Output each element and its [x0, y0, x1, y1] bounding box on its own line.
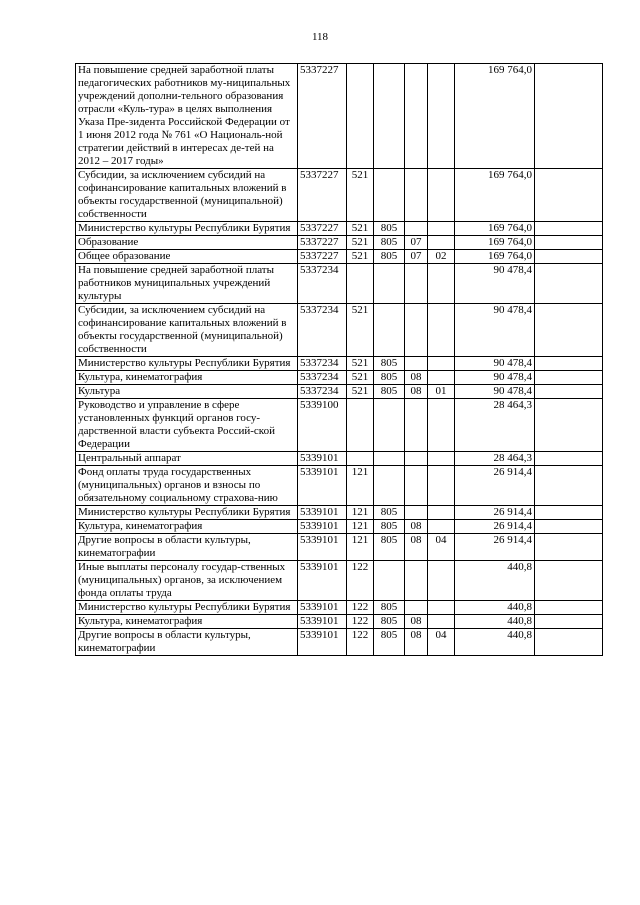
table-row [76, 601, 603, 615]
table-row [76, 534, 603, 561]
table-row [76, 399, 603, 452]
row-subsection: 01 [428, 385, 455, 399]
row-name: Министерство культуры Республики Бурятия [76, 506, 298, 520]
row-administrator [374, 264, 405, 304]
table-row [76, 357, 603, 371]
table-row [76, 264, 603, 304]
row-subsection [428, 561, 455, 601]
row-empty-cell [535, 357, 603, 371]
row-empty-cell [535, 169, 603, 222]
table-row [76, 452, 603, 466]
row-subsection [428, 357, 455, 371]
row-empty-cell [535, 222, 603, 236]
row-empty-cell [535, 250, 603, 264]
row-section: 08 [405, 629, 428, 656]
row-amount: 169 764,0 [455, 250, 535, 264]
row-amount: 440,8 [455, 615, 535, 629]
row-empty-cell [535, 399, 603, 452]
row-section [405, 466, 428, 506]
row-section [405, 64, 428, 169]
row-subsection: 04 [428, 534, 455, 561]
row-target-code: 5339101 [298, 629, 347, 656]
row-target-code: 5339101 [298, 534, 347, 561]
row-empty-cell [535, 466, 603, 506]
row-expense-type: 521 [347, 385, 374, 399]
row-expense-type: 122 [347, 615, 374, 629]
row-target-code: 5337227 [298, 64, 347, 169]
row-target-code: 5337234 [298, 357, 347, 371]
row-administrator: 805 [374, 534, 405, 561]
row-administrator: 805 [374, 385, 405, 399]
row-name: Фонд оплаты труда государственных (муниципальных) органов и взносы по обязательному социальному страхова-нию [76, 466, 298, 506]
row-target-code: 5339101 [298, 452, 347, 466]
row-name: На повышение средней заработной платы работников муниципальных учреждений культуры [76, 264, 298, 304]
row-target-code: 5337234 [298, 371, 347, 385]
row-section [405, 506, 428, 520]
row-administrator [374, 304, 405, 357]
row-amount: 440,8 [455, 561, 535, 601]
table-row [76, 371, 603, 385]
row-administrator [374, 452, 405, 466]
row-administrator: 805 [374, 250, 405, 264]
row-amount: 90 478,4 [455, 264, 535, 304]
row-subsection [428, 64, 455, 169]
row-empty-cell [535, 615, 603, 629]
row-name: Культура [76, 385, 298, 399]
row-administrator: 805 [374, 615, 405, 629]
row-empty-cell [535, 506, 603, 520]
row-amount: 90 478,4 [455, 357, 535, 371]
row-empty-cell [535, 601, 603, 615]
row-section [405, 601, 428, 615]
table-body [76, 64, 603, 656]
row-amount: 169 764,0 [455, 64, 535, 169]
row-target-code: 5339101 [298, 561, 347, 601]
row-administrator: 805 [374, 371, 405, 385]
row-section: 07 [405, 236, 428, 250]
row-amount: 26 914,4 [455, 534, 535, 561]
row-subsection [428, 304, 455, 357]
row-empty-cell [535, 236, 603, 250]
row-expense-type [347, 452, 374, 466]
row-empty-cell [535, 385, 603, 399]
row-administrator: 805 [374, 520, 405, 534]
row-empty-cell [535, 534, 603, 561]
row-section: 08 [405, 371, 428, 385]
row-subsection [428, 452, 455, 466]
row-section [405, 222, 428, 236]
row-subsection: 04 [428, 629, 455, 656]
row-target-code: 5337234 [298, 304, 347, 357]
row-name: Министерство культуры Республики Бурятия [76, 601, 298, 615]
table-row [76, 236, 603, 250]
row-name: Культура, кинематография [76, 615, 298, 629]
row-target-code: 5339101 [298, 506, 347, 520]
row-name: Руководство и управление в сфере установленных функций органов госу-дарственной власти субъекта Россий-ской Федерации [76, 399, 298, 452]
row-section [405, 561, 428, 601]
row-name: Субсидии, за исключением субсидий на софинансирование капитальных вложений в объекты государственной (муниципальной) собственности [76, 169, 298, 222]
table-row [76, 506, 603, 520]
row-subsection [428, 520, 455, 534]
row-subsection [428, 601, 455, 615]
page-number: 118 [311, 31, 329, 43]
row-name: Другие вопросы в области культуры, кинематографии [76, 534, 298, 561]
row-empty-cell [535, 264, 603, 304]
row-amount: 169 764,0 [455, 236, 535, 250]
row-empty-cell [535, 304, 603, 357]
row-subsection: 02 [428, 250, 455, 264]
row-name: На повышение средней заработной платы педагогических работников му-ниципальных учреждений дополни-тельного образования отрасли «Куль-тура» в целях выполнения Указа Пре-зидента Российской Федерации от 1 июня 2012 года № 761 «О Националь-ной стратегии действий в интересах де-тей на 2012 – 2017 годы» [76, 64, 298, 169]
row-administrator [374, 399, 405, 452]
row-expense-type: 121 [347, 466, 374, 506]
row-section: 08 [405, 534, 428, 561]
row-target-code: 5339101 [298, 615, 347, 629]
row-target-code: 5337227 [298, 250, 347, 264]
row-expense-type: 121 [347, 534, 374, 561]
row-expense-type [347, 399, 374, 452]
table-row [76, 64, 603, 169]
table-row [76, 561, 603, 601]
row-subsection [428, 371, 455, 385]
table-row [76, 169, 603, 222]
row-target-code: 5337227 [298, 222, 347, 236]
row-subsection [428, 615, 455, 629]
row-expense-type: 122 [347, 561, 374, 601]
row-empty-cell [535, 629, 603, 656]
row-subsection [428, 466, 455, 506]
row-expense-type: 122 [347, 601, 374, 615]
row-name: Образование [76, 236, 298, 250]
row-amount: 26 914,4 [455, 520, 535, 534]
row-administrator [374, 561, 405, 601]
row-amount: 90 478,4 [455, 304, 535, 357]
row-subsection [428, 506, 455, 520]
row-target-code: 5339100 [298, 399, 347, 452]
row-amount: 26 914,4 [455, 506, 535, 520]
row-empty-cell [535, 452, 603, 466]
row-administrator: 805 [374, 236, 405, 250]
row-section [405, 357, 428, 371]
row-expense-type [347, 64, 374, 169]
row-target-code: 5337227 [298, 169, 347, 222]
row-expense-type: 121 [347, 520, 374, 534]
row-name: Другие вопросы в области культуры, кинематографии [76, 629, 298, 656]
row-name: Субсидии, за исключением субсидий на софинансирование капитальных вложений в объекты государственной (муниципальной) собственности [76, 304, 298, 357]
row-administrator: 805 [374, 601, 405, 615]
row-section: 08 [405, 520, 428, 534]
row-amount: 90 478,4 [455, 371, 535, 385]
row-section [405, 169, 428, 222]
row-amount: 90 478,4 [455, 385, 535, 399]
table-row [76, 629, 603, 656]
row-expense-type [347, 264, 374, 304]
row-name: Иные выплаты персоналу государ-ственных (муниципальных) органов, за исключением фонда оплаты труда [76, 561, 298, 601]
table-row [76, 615, 603, 629]
row-target-code: 5337227 [298, 236, 347, 250]
row-name: Министерство культуры Республики Бурятия [76, 357, 298, 371]
row-administrator: 805 [374, 357, 405, 371]
row-subsection [428, 236, 455, 250]
table-row [76, 520, 603, 534]
row-name: Общее образование [76, 250, 298, 264]
row-target-code: 5339101 [298, 520, 347, 534]
row-empty-cell [535, 371, 603, 385]
row-administrator: 805 [374, 506, 405, 520]
budget-table [75, 63, 603, 656]
row-target-code: 5339101 [298, 601, 347, 615]
row-expense-type: 521 [347, 169, 374, 222]
row-expense-type: 521 [347, 236, 374, 250]
row-amount: 169 764,0 [455, 222, 535, 236]
row-name: Культура, кинематография [76, 520, 298, 534]
table-row [76, 466, 603, 506]
row-section: 07 [405, 250, 428, 264]
row-amount: 28 464,3 [455, 452, 535, 466]
row-expense-type: 521 [347, 250, 374, 264]
row-amount: 28 464,3 [455, 399, 535, 452]
row-expense-type: 521 [347, 304, 374, 357]
row-amount: 169 764,0 [455, 169, 535, 222]
row-expense-type: 521 [347, 371, 374, 385]
row-section: 08 [405, 385, 428, 399]
row-administrator [374, 169, 405, 222]
row-empty-cell [535, 561, 603, 601]
row-section: 08 [405, 615, 428, 629]
row-section [405, 264, 428, 304]
row-empty-cell [535, 64, 603, 169]
row-section [405, 304, 428, 357]
row-subsection [428, 264, 455, 304]
row-amount: 440,8 [455, 629, 535, 656]
row-target-code: 5337234 [298, 385, 347, 399]
row-expense-type: 122 [347, 629, 374, 656]
table-row [76, 385, 603, 399]
row-name: Культура, кинематография [76, 371, 298, 385]
row-expense-type: 121 [347, 506, 374, 520]
row-expense-type: 521 [347, 222, 374, 236]
row-amount: 26 914,4 [455, 466, 535, 506]
table-row [76, 250, 603, 264]
row-target-code: 5339101 [298, 466, 347, 506]
table-row [76, 222, 603, 236]
row-name: Центральный аппарат [76, 452, 298, 466]
row-subsection [428, 399, 455, 452]
row-administrator: 805 [374, 629, 405, 656]
row-empty-cell [535, 520, 603, 534]
row-administrator [374, 466, 405, 506]
table-row [76, 304, 603, 357]
row-section [405, 399, 428, 452]
row-expense-type: 521 [347, 357, 374, 371]
row-subsection [428, 169, 455, 222]
row-administrator: 805 [374, 222, 405, 236]
row-administrator [374, 64, 405, 169]
row-amount: 440,8 [455, 601, 535, 615]
row-name: Министерство культуры Республики Бурятия [76, 222, 298, 236]
row-section [405, 452, 428, 466]
row-target-code: 5337234 [298, 264, 347, 304]
row-subsection [428, 222, 455, 236]
